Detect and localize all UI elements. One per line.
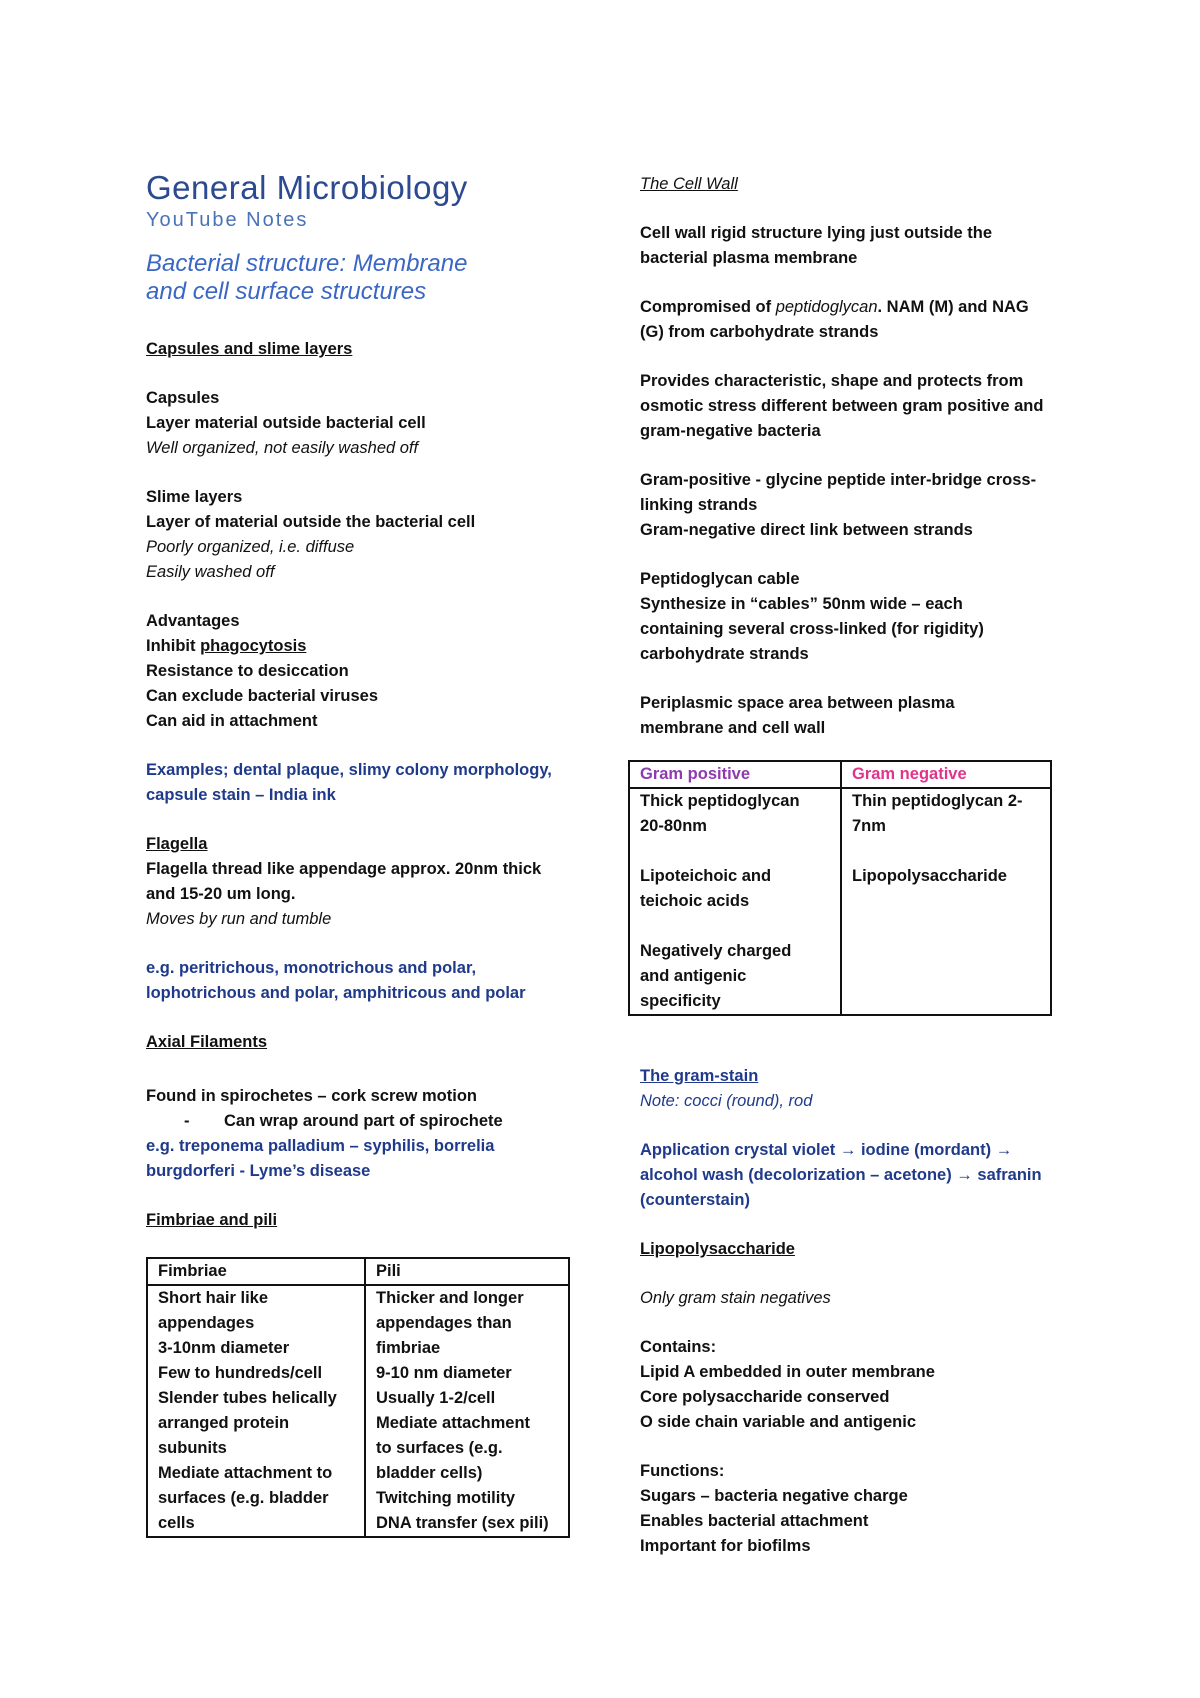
gram-stain-line: Application crystal violet → iodine (mordant) → [640,1141,1013,1159]
cell-line: cells [158,1514,195,1532]
slime-line: Easily washed off [146,563,275,581]
axial-line: Found in spirochetes – cork screw motion [146,1087,477,1105]
lps-contains-line: Lipid A embedded in outer membrane [640,1363,935,1381]
lps-function-line: Enables bacterial attachment [640,1512,869,1530]
cell-line: subunits [158,1439,227,1457]
page-subtitle: YouTube Notes [146,209,309,231]
cell-wall-line: bacterial plasma membrane [640,249,858,267]
pili-cell [365,1285,569,1537]
cell-wall-line: Peptidoglycan cable [640,570,800,588]
advantages-line: Can exclude bacterial viruses [146,687,379,705]
capsules-section-title: Capsules and slime layers [146,340,353,358]
cw-suffix: . NAM (M) and NAG [877,298,1029,316]
fimbriae-pili-table [146,1257,570,1538]
cell-line: Lipopolysaccharide [852,867,1007,885]
cell-line: Mediate attachment [376,1414,531,1432]
cell-line: teichoic acids [640,892,750,910]
cell-wall-line [640,295,1029,320]
fimbriae-section-title: Fimbriae and pili [146,1211,278,1229]
cell-wall-line: (G) from carbohydrate strands [640,323,879,341]
cell-wall-line: Provides characteristic, shape and protects from [640,372,1024,390]
cell-line: Mediate attachment to [158,1464,333,1482]
advantages-prefix: Inhibit [146,637,201,655]
cell-line: surfaces (e.g. bladder [158,1489,329,1507]
cell-line: 20-80nm [640,817,707,835]
cell-line: Short hair like [158,1289,269,1307]
cell-wall-line: Periplasmic space area between plasma [640,694,955,712]
cell-line [640,914,830,939]
lps-contains-line: O side chain variable and antigenic [640,1413,917,1431]
lps-functions-title: Functions: [640,1462,725,1480]
lps-line: Only gram stain negatives [640,1289,831,1307]
advantages-line: Can aid in attachment [146,712,318,730]
lps-function-line: Important for biofilms [640,1537,811,1555]
cell-line: specificity [640,992,721,1010]
axial-bullet-text: Can wrap around part of spirochete [224,1112,503,1130]
gram-stain-note: Note: cocci (round), rod [640,1092,813,1110]
cell-wall-line: Cell wall rigid structure lying just outside the [640,224,993,242]
cell-line: bladder cells) [376,1464,483,1482]
cell-line: to surfaces (e.g. [376,1439,503,1457]
gram-stain-line: (counterstain) [640,1191,751,1209]
lps-contains-line: Core polysaccharide conserved [640,1388,890,1406]
gram-positive-cell [629,788,841,1015]
cell-line: appendages than [376,1314,512,1332]
cell-wall-line: Gram-positive - glycine peptide inter-bridge cross- [640,471,1037,489]
table-header-row [147,1258,569,1285]
examples-line: Examples; dental plaque, slimy colony morphology, [146,761,552,779]
cell-line: 7nm [852,817,886,835]
flagella-example: lophotrichous and polar, amphitricous and polar [146,984,526,1002]
axial-example: e.g. treponema palladium – syphilis, borrelia [146,1137,495,1155]
phagocytosis-term: phagocytosis [200,637,307,655]
cell-wall-line: gram-negative bacteria [640,422,821,440]
cell-line: Negatively charged [640,942,792,960]
fimbriae-cell [147,1285,365,1537]
table-row [629,788,1051,1015]
cell-line: appendages [158,1314,255,1332]
lps-function-line: Sugars – bacteria negative charge [640,1487,908,1505]
flagella-line: Moves by run and tumble [146,910,332,928]
table-row [147,1285,569,1537]
lps-title: Lipopolysaccharide [640,1240,795,1258]
page-title: General Microbiology [146,169,468,206]
cell-line: Thick peptidoglycan [640,792,800,810]
cell-wall-line: carbohydrate strands [640,645,809,663]
cell-wall-line: Synthesize in “cables” 50nm wide – each [640,595,963,613]
cell-line [640,839,830,864]
cell-wall-line: linking strands [640,496,758,514]
axial-example: burgdorferi - Lyme’s disease [146,1162,371,1180]
capsules-line: Layer material outside bacterial cell [146,414,426,432]
cw-prefix: Compromised of [640,298,776,316]
cell-wall-line: containing several cross-linked (for rigidity) [640,620,984,638]
axial-title: Axial Filaments [146,1033,268,1051]
table-header-gram-negative: Gram negative [841,761,1051,788]
gram-negative-cell [841,788,1051,1015]
flagella-line: Flagella thread like appendage approx. 20nm thick [146,860,542,878]
cell-line: and antigenic [640,967,747,985]
cell-wall-line: osmotic stress different between gram positive and [640,397,1044,415]
capsules-title: Capsules [146,389,220,407]
section-heading-line1: Bacterial structure: Membrane [146,250,468,277]
cell-line: Lipoteichoic and [640,867,772,885]
cell-line: Thicker and longer [376,1289,524,1307]
cell-line: Thin peptidoglycan 2- [852,792,1023,810]
flagella-example: e.g. peritrichous, monotrichous and polar, [146,959,477,977]
gram-stain-line: alcohol wash (decolorization – acetone) → safranin [640,1166,1042,1184]
gram-stain-title: The gram-stain [640,1067,759,1085]
slime-line: Layer of material outside the bacterial cell [146,513,476,531]
cell-line: arranged protein [158,1414,290,1432]
slime-title: Slime layers [146,488,243,506]
table-header-fimbriae: Fimbriae [147,1258,365,1285]
axial-bullet-line [146,1109,503,1134]
table-header-pili: Pili [365,1258,569,1285]
cell-wall-line: membrane and cell wall [640,719,826,737]
cell-wall-title: The Cell Wall [640,175,738,193]
cell-line: Slender tubes helically [158,1389,337,1407]
slime-line: Poorly organized, i.e. diffuse [146,538,355,556]
flagella-line: and 15-20 um long. [146,885,296,903]
cell-line: Usually 1-2/cell [376,1389,496,1407]
table-header-gram-positive: Gram positive [629,761,841,788]
dash-bullet: - [184,1112,190,1130]
cell-wall-line: Gram-negative direct link between strands [640,521,973,539]
peptidoglycan-term: peptidoglycan [775,298,878,316]
advantages-line [146,634,306,659]
cell-line: 9-10 nm diameter [376,1364,512,1382]
cell-line: Few to hundreds/cell [158,1364,323,1382]
gram-table [628,760,1052,1016]
cell-line [852,839,1040,864]
cell-line: DNA transfer (sex pili) [376,1514,549,1532]
table-header-row [629,761,1051,788]
flagella-title: Flagella [146,835,208,853]
capsules-line: Well organized, not easily washed off [146,439,419,457]
advantages-line: Resistance to desiccation [146,662,349,680]
cell-line: 3-10nm diameter [158,1339,290,1357]
examples-line: capsule stain – India ink [146,786,336,804]
advantages-title: Advantages [146,612,240,630]
cell-line: fimbriae [376,1339,441,1357]
lps-contains-title: Contains: [640,1338,717,1356]
cell-line: Twitching motility [376,1489,516,1507]
section-heading-line2: and cell surface structures [146,278,427,305]
